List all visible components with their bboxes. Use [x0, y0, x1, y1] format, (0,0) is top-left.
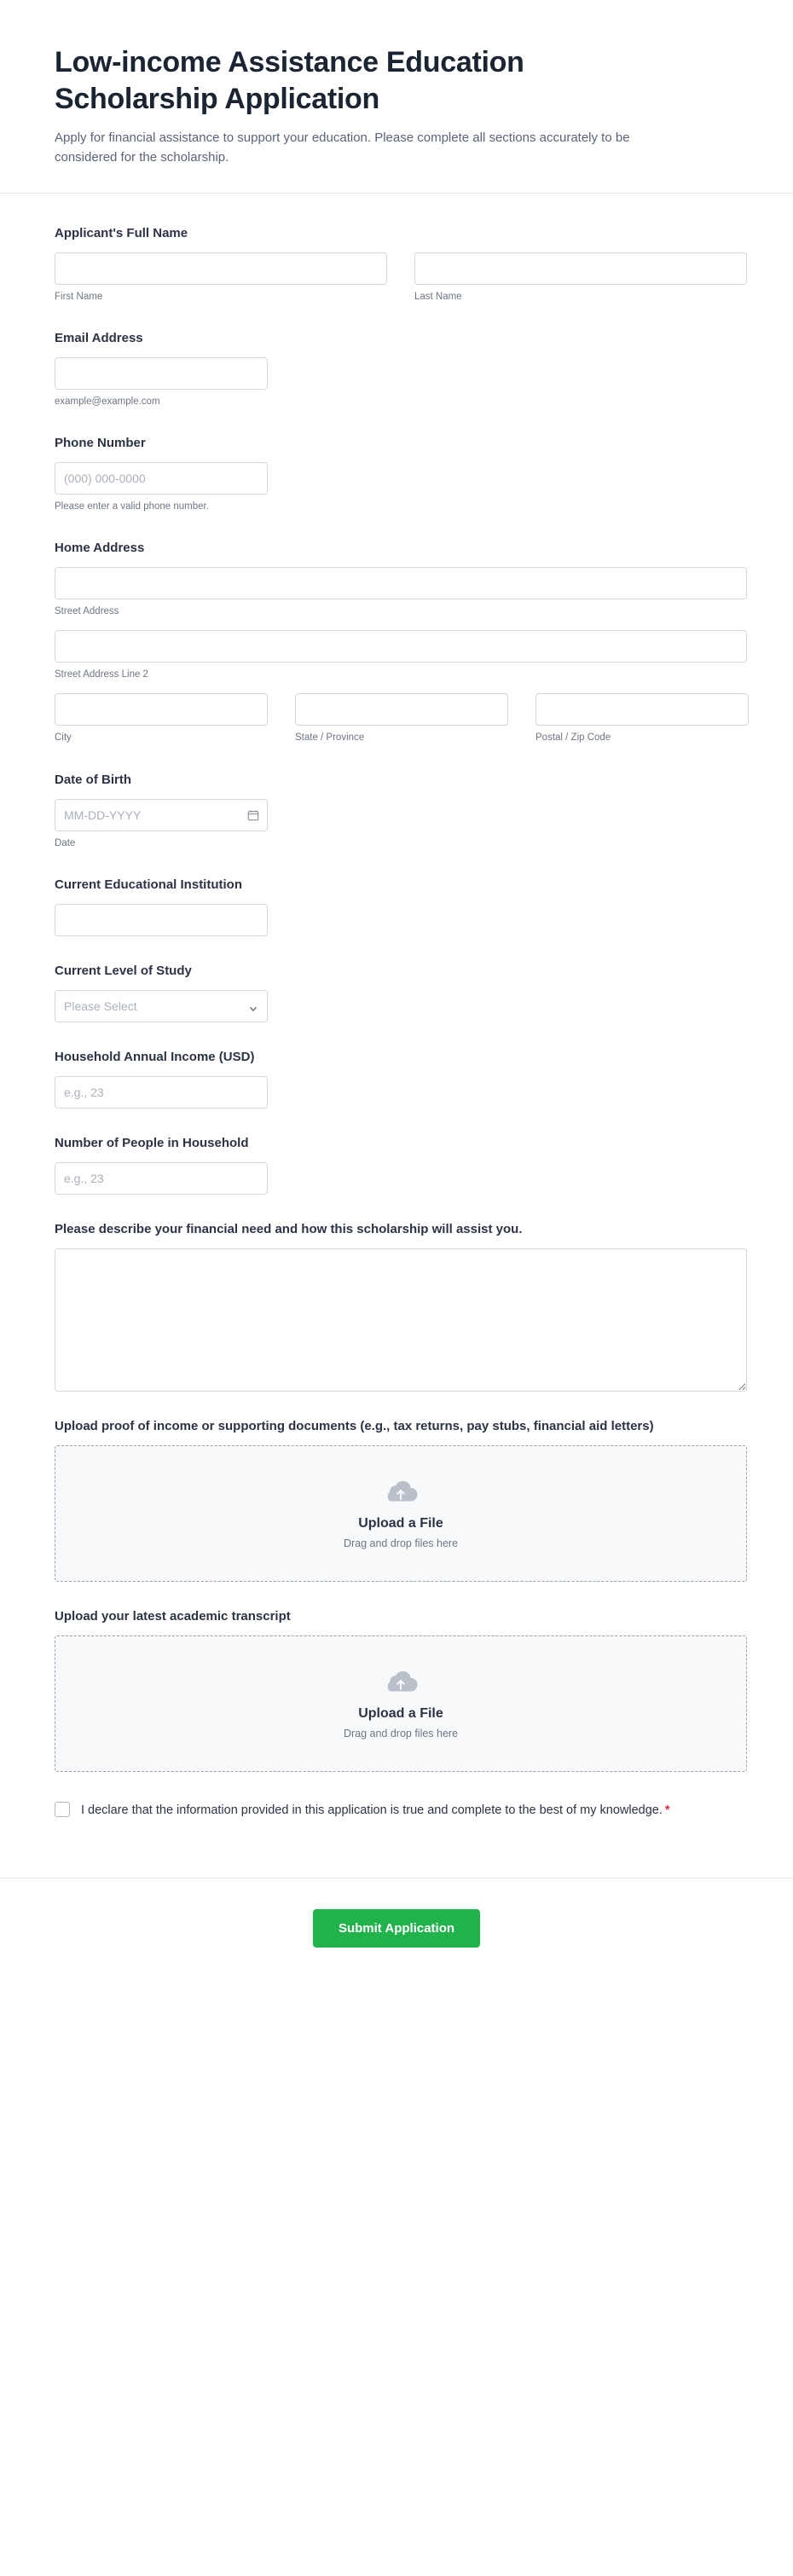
financial-need-textarea[interactable]	[55, 1248, 747, 1392]
dob-input[interactable]	[55, 799, 268, 831]
field-household-income	[55, 1048, 738, 1109]
page-title: Low-income Assistance Education Scholarship Application	[55, 46, 524, 115]
email-input[interactable]	[55, 357, 268, 390]
city-input[interactable]	[55, 693, 268, 726]
field-phone	[55, 434, 738, 513]
phone-sublabel: Please enter a valid phone number.	[55, 501, 209, 512]
last-name-sublabel: Last Name	[414, 292, 462, 302]
institution-input[interactable]	[55, 904, 268, 936]
calendar-icon[interactable]	[247, 809, 259, 821]
field-financial-need	[55, 1220, 738, 1392]
dob-sublabel: Date	[55, 837, 76, 848]
city-sublabel: City	[55, 732, 72, 744]
last-name-input[interactable]	[414, 252, 747, 285]
street-address-2-sublabel: Street Address Line 2	[55, 669, 148, 680]
upload-transcript-label: Upload your latest academic transcript	[55, 1608, 291, 1624]
declaration-text-wrap	[81, 1801, 670, 1820]
zip-group	[535, 693, 749, 744]
cloud-upload-icon	[384, 1478, 418, 1508]
zip-sublabel: Postal / Zip Code	[535, 732, 611, 744]
upload-income-label: Upload proof of income or supporting documents (e.g., tax returns, pay stubs, financial aid letters)	[55, 1418, 654, 1433]
institution-label: Current Educational Institution	[55, 877, 242, 892]
upload-income-hint: Drag and drop files here	[343, 1537, 459, 1549]
form-body	[0, 194, 793, 1849]
field-email	[55, 329, 738, 408]
state-sublabel: State / Province	[295, 732, 365, 744]
state-input[interactable]	[295, 693, 508, 726]
street-address-2-input[interactable]	[55, 630, 747, 663]
declaration-row[interactable]	[55, 1801, 738, 1820]
household-size-input[interactable]	[55, 1162, 268, 1195]
household-size-label: Number of People in Household	[55, 1135, 249, 1150]
level-of-study-label: Current Level of Study	[55, 963, 192, 978]
full-name-label: Applicant's Full Name	[55, 226, 188, 240]
first-name-group	[55, 252, 387, 304]
street-address-sublabel: Street Address	[55, 606, 119, 617]
email-label: Email Address	[55, 331, 143, 346]
household-income-label: Household Annual Income (USD)	[55, 1049, 255, 1064]
city-state-zip-row	[55, 693, 738, 744]
first-name-input[interactable]	[55, 252, 387, 285]
dob-input-wrap	[55, 799, 268, 831]
household-income-input[interactable]	[55, 1076, 268, 1109]
form-footer	[0, 1878, 793, 1999]
field-home-address	[55, 539, 738, 744]
upload-transcript-hint: Drag and drop files here	[343, 1727, 459, 1740]
home-address-label: Home Address	[55, 541, 145, 556]
upload-income-dropzone[interactable]	[55, 1445, 747, 1582]
dob-label: Date of Birth	[55, 772, 131, 787]
upload-income-button-label[interactable]: Upload a File	[358, 1515, 443, 1531]
field-upload-income	[55, 1417, 738, 1582]
submit-application-button[interactable]: Submit Application	[313, 1909, 480, 1948]
declaration-checkbox[interactable]	[55, 1802, 70, 1817]
zip-input[interactable]	[535, 693, 749, 726]
field-household-size	[55, 1134, 738, 1195]
phone-input[interactable]	[55, 462, 268, 495]
declaration-text: I declare that the information provided in this application is true and complete to the best of my knowledge.	[81, 1803, 663, 1817]
form-header	[0, 0, 793, 194]
email-sublabel: example@example.com	[55, 397, 160, 408]
required-asterisk: *	[664, 1803, 670, 1817]
level-of-study-wrap	[55, 990, 268, 1022]
level-of-study-select[interactable]	[55, 990, 268, 1022]
cloud-upload-icon	[384, 1668, 418, 1698]
phone-label: Phone Number	[55, 436, 146, 451]
street-address-input[interactable]	[55, 567, 747, 599]
page-subtitle: Apply for financial assistance to support your education. Please complete all sections accurately to be considered for the scholarship.	[55, 130, 630, 165]
last-name-group	[414, 252, 747, 304]
first-name-sublabel: First Name	[55, 292, 103, 302]
field-level-of-study	[55, 962, 738, 1022]
field-institution	[55, 876, 738, 936]
full-name-row	[55, 252, 738, 304]
upload-transcript-button-label[interactable]: Upload a File	[358, 1705, 443, 1721]
field-date-of-birth	[55, 771, 738, 850]
field-upload-transcript	[55, 1607, 738, 1772]
state-group	[295, 693, 508, 744]
upload-transcript-dropzone[interactable]	[55, 1635, 747, 1772]
financial-need-label: Please describe your financial need and how this scholarship will assist you.	[55, 1221, 523, 1236]
field-full-name	[55, 224, 738, 304]
city-group	[55, 693, 268, 744]
